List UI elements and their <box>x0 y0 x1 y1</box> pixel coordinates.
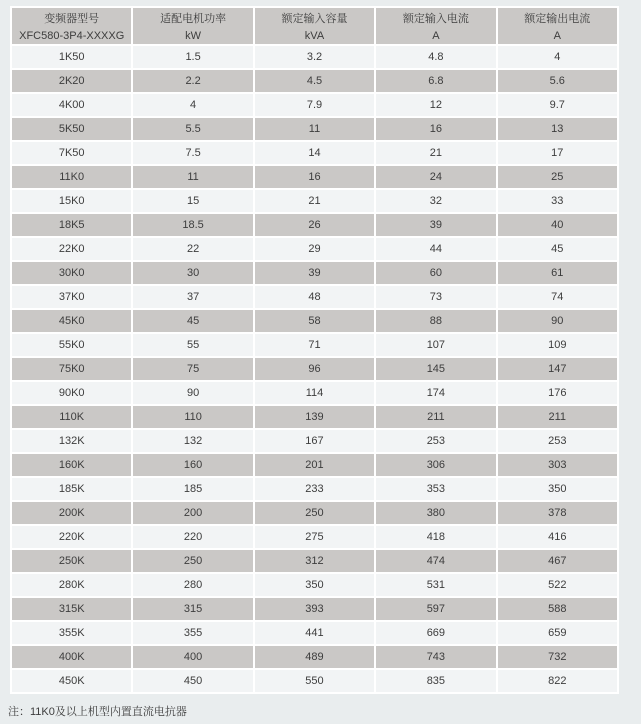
model-cell: 90K0 <box>12 382 131 404</box>
value-cell: 306 <box>376 454 495 476</box>
table-row <box>12 622 617 644</box>
value-cell: 418 <box>376 526 495 548</box>
value-cell: 114 <box>255 382 374 404</box>
value-cell: 26 <box>255 214 374 236</box>
model-cell: 110K <box>12 406 131 428</box>
model-cell: 75K0 <box>12 358 131 380</box>
column-unit: XFC580-3P4-XXXXG <box>19 29 125 42</box>
column-title: 变频器型号 <box>44 12 100 25</box>
model-cell: 1K50 <box>12 46 131 68</box>
value-cell: 11 <box>133 166 252 188</box>
table-row <box>12 166 617 188</box>
value-cell: 280 <box>133 574 252 596</box>
table-row <box>12 382 617 404</box>
value-cell: 378 <box>498 502 617 524</box>
table-row <box>12 430 617 452</box>
value-cell: 200 <box>133 502 252 524</box>
value-cell: 30 <box>133 262 252 284</box>
table-row <box>12 70 617 92</box>
value-cell: 71 <box>255 334 374 356</box>
table-header <box>12 8 617 44</box>
column-title: 额定输入电流 <box>402 12 469 25</box>
table-row <box>12 142 617 164</box>
value-cell: 743 <box>376 646 495 668</box>
value-cell: 250 <box>133 550 252 572</box>
table-row <box>12 286 617 308</box>
table-row <box>12 646 617 668</box>
value-cell: 90 <box>498 310 617 332</box>
model-cell: 11K0 <box>12 166 131 188</box>
value-cell: 139 <box>255 406 374 428</box>
value-cell: 7.5 <box>133 142 252 164</box>
value-cell: 13 <box>498 118 617 140</box>
value-cell: 467 <box>498 550 617 572</box>
value-cell: 55 <box>133 334 252 356</box>
value-cell: 312 <box>255 550 374 572</box>
column-unit: A <box>432 29 440 42</box>
value-cell: 4 <box>133 94 252 116</box>
value-cell: 44 <box>376 238 495 260</box>
value-cell: 14 <box>255 142 374 164</box>
value-cell: 233 <box>255 478 374 500</box>
model-cell: 315K <box>12 598 131 620</box>
model-cell: 4K00 <box>12 94 131 116</box>
table-row <box>12 238 617 260</box>
footnote: 注：11K0及以上机型内置直流电抗器 <box>8 706 187 718</box>
column-title: 适配电机功率 <box>160 12 227 25</box>
value-cell: 32 <box>376 190 495 212</box>
model-cell: 355K <box>12 622 131 644</box>
model-cell: 160K <box>12 454 131 476</box>
model-cell: 55K0 <box>12 334 131 356</box>
value-cell: 303 <box>498 454 617 476</box>
value-cell: 37 <box>133 286 252 308</box>
value-cell: 24 <box>376 166 495 188</box>
model-cell: 18K5 <box>12 214 131 236</box>
value-cell: 96 <box>255 358 374 380</box>
value-cell: 45 <box>133 310 252 332</box>
value-cell: 48 <box>255 286 374 308</box>
column-unit: kW <box>185 29 202 42</box>
table-row <box>12 454 617 476</box>
value-cell: 17 <box>498 142 617 164</box>
column-title: 额定输出电流 <box>524 12 591 25</box>
value-cell: 253 <box>376 430 495 452</box>
value-cell: 110 <box>133 406 252 428</box>
value-cell: 416 <box>498 526 617 548</box>
table-row <box>12 598 617 620</box>
value-cell: 75 <box>133 358 252 380</box>
value-cell: 4.8 <box>376 46 495 68</box>
value-cell: 822 <box>498 670 617 692</box>
value-cell: 201 <box>255 454 374 476</box>
column-header <box>376 8 495 44</box>
value-cell: 531 <box>376 574 495 596</box>
value-cell: 21 <box>376 142 495 164</box>
value-cell: 185 <box>133 478 252 500</box>
value-cell: 109 <box>498 334 617 356</box>
value-cell: 588 <box>498 598 617 620</box>
value-cell: 61 <box>498 262 617 284</box>
value-cell: 441 <box>255 622 374 644</box>
value-cell: 4 <box>498 46 617 68</box>
table-body <box>12 46 617 692</box>
value-cell: 39 <box>376 214 495 236</box>
model-cell: 7K50 <box>12 142 131 164</box>
inverter-spec-table <box>10 6 619 694</box>
value-cell: 74 <box>498 286 617 308</box>
value-cell: 16 <box>255 166 374 188</box>
value-cell: 29 <box>255 238 374 260</box>
value-cell: 250 <box>255 502 374 524</box>
value-cell: 450 <box>133 670 252 692</box>
value-cell: 659 <box>498 622 617 644</box>
model-cell: 45K0 <box>12 310 131 332</box>
table-row <box>12 358 617 380</box>
value-cell: 39 <box>255 262 374 284</box>
header-row <box>12 8 617 44</box>
value-cell: 6.8 <box>376 70 495 92</box>
table-row <box>12 406 617 428</box>
value-cell: 355 <box>133 622 252 644</box>
model-cell: 5K50 <box>12 118 131 140</box>
value-cell: 474 <box>376 550 495 572</box>
table-row <box>12 670 617 692</box>
model-cell: 250K <box>12 550 131 572</box>
value-cell: 167 <box>255 430 374 452</box>
table-row <box>12 214 617 236</box>
value-cell: 7.9 <box>255 94 374 116</box>
value-cell: 3.2 <box>255 46 374 68</box>
value-cell: 350 <box>498 478 617 500</box>
value-cell: 73 <box>376 286 495 308</box>
model-cell: 15K0 <box>12 190 131 212</box>
value-cell: 160 <box>133 454 252 476</box>
value-cell: 58 <box>255 310 374 332</box>
model-cell: 37K0 <box>12 286 131 308</box>
column-unit: A <box>553 29 561 42</box>
model-cell: 220K <box>12 526 131 548</box>
value-cell: 522 <box>498 574 617 596</box>
value-cell: 174 <box>376 382 495 404</box>
table-row <box>12 502 617 524</box>
value-cell: 21 <box>255 190 374 212</box>
value-cell: 107 <box>376 334 495 356</box>
value-cell: 211 <box>498 406 617 428</box>
model-cell: 132K <box>12 430 131 452</box>
column-header <box>255 8 374 44</box>
table-row <box>12 334 617 356</box>
model-cell: 200K <box>12 502 131 524</box>
table-row <box>12 190 617 212</box>
value-cell: 16 <box>376 118 495 140</box>
table-row <box>12 550 617 572</box>
value-cell: 315 <box>133 598 252 620</box>
value-cell: 669 <box>376 622 495 644</box>
column-header <box>498 8 617 44</box>
model-cell: 400K <box>12 646 131 668</box>
value-cell: 253 <box>498 430 617 452</box>
value-cell: 90 <box>133 382 252 404</box>
model-cell: 22K0 <box>12 238 131 260</box>
value-cell: 211 <box>376 406 495 428</box>
value-cell: 5.5 <box>133 118 252 140</box>
value-cell: 45 <box>498 238 617 260</box>
value-cell: 353 <box>376 478 495 500</box>
value-cell: 15 <box>133 190 252 212</box>
value-cell: 275 <box>255 526 374 548</box>
model-cell: 2K20 <box>12 70 131 92</box>
value-cell: 25 <box>498 166 617 188</box>
value-cell: 18.5 <box>133 214 252 236</box>
column-unit: kVA <box>304 29 325 42</box>
value-cell: 132 <box>133 430 252 452</box>
value-cell: 220 <box>133 526 252 548</box>
table-row <box>12 262 617 284</box>
table-row <box>12 526 617 548</box>
value-cell: 2.2 <box>133 70 252 92</box>
value-cell: 1.5 <box>133 46 252 68</box>
table-row <box>12 118 617 140</box>
value-cell: 350 <box>255 574 374 596</box>
table-row <box>12 310 617 332</box>
model-cell: 185K <box>12 478 131 500</box>
value-cell: 5.6 <box>498 70 617 92</box>
value-cell: 732 <box>498 646 617 668</box>
value-cell: 22 <box>133 238 252 260</box>
value-cell: 33 <box>498 190 617 212</box>
value-cell: 176 <box>498 382 617 404</box>
model-cell: 450K <box>12 670 131 692</box>
value-cell: 12 <box>376 94 495 116</box>
table-row <box>12 46 617 68</box>
model-cell: 280K <box>12 574 131 596</box>
value-cell: 88 <box>376 310 495 332</box>
value-cell: 147 <box>498 358 617 380</box>
column-title: 额定输入容量 <box>281 12 348 25</box>
table-row <box>12 574 617 596</box>
value-cell: 489 <box>255 646 374 668</box>
value-cell: 835 <box>376 670 495 692</box>
value-cell: 393 <box>255 598 374 620</box>
value-cell: 550 <box>255 670 374 692</box>
value-cell: 40 <box>498 214 617 236</box>
value-cell: 597 <box>376 598 495 620</box>
value-cell: 4.5 <box>255 70 374 92</box>
model-cell: 30K0 <box>12 262 131 284</box>
column-header <box>12 8 131 44</box>
value-cell: 11 <box>255 118 374 140</box>
table-row <box>12 478 617 500</box>
value-cell: 9.7 <box>498 94 617 116</box>
value-cell: 380 <box>376 502 495 524</box>
column-header <box>133 8 252 44</box>
table-row <box>12 94 617 116</box>
value-cell: 400 <box>133 646 252 668</box>
value-cell: 60 <box>376 262 495 284</box>
value-cell: 145 <box>376 358 495 380</box>
